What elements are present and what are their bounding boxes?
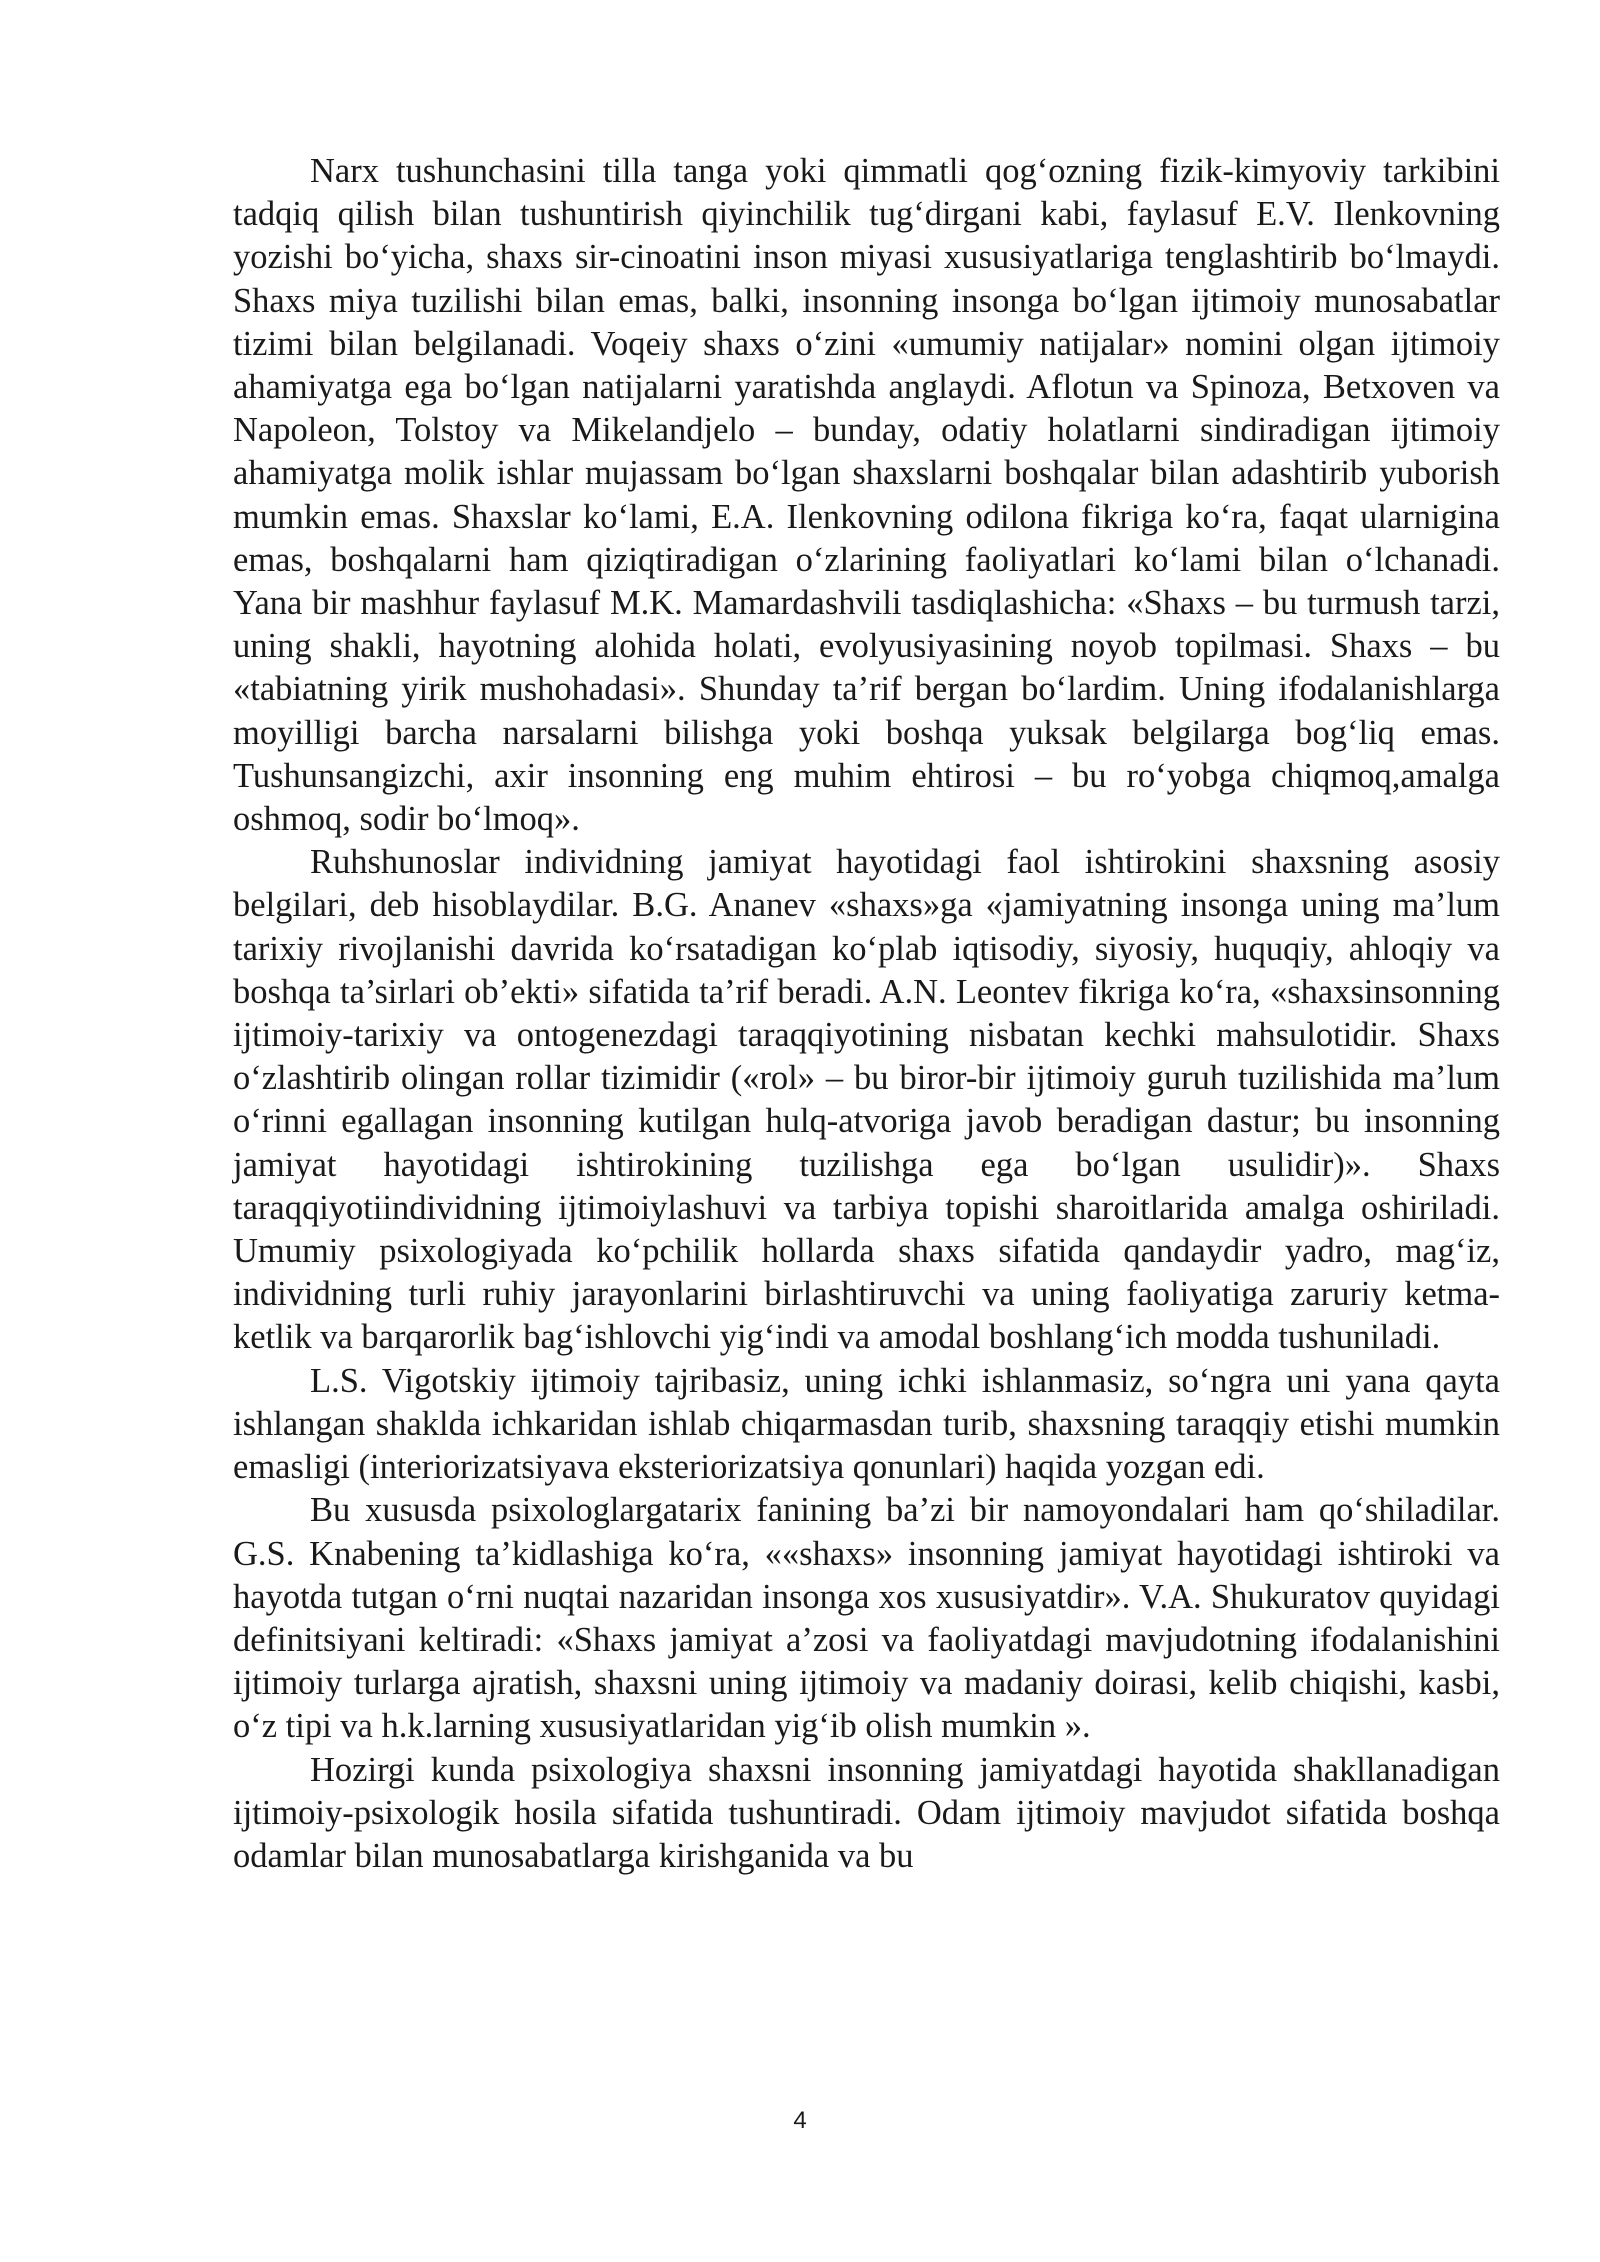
page-number: 4 xyxy=(793,2107,807,2134)
paragraph: Narx tushunchasini tilla tanga yoki qimmatli qog‘ozning fizik-kimyoviy tarkibini tadqiq qilish bilan tushuntirish qiyinchilik tug‘dirgani kabi, faylasuf E.V. Ilenkovning yozishi bo‘yicha, shaxs sir-cinoatini inson miyasi xususiyatlariga tenglashtirib bo‘lmaydi. Shaxs miya tuzilishi bilan emas, balki, insonning insonga bo‘lgan ijtimoiy munosabatlar tizimi bilan belgilanadi. Voqeiy shaxs o‘zini «umumiy natijalar» nomini olgan ijtimoiy ahamiyatga ega bo‘lgan natijalarni yaratishda anglaydi. Aflotun va Spinoza, Betxoven va Napoleon, Tolstoy va Mikelandjelo – bunday, odatiy holatlarni sindiradigan ijtimoiy ahamiyatga molik ishlar mujassam bo‘lgan shaxslarni boshqalar bilan adashtirib yuborish mumkin emas. Shaxslar ko‘lami, E.A. Ilenkovning odilona fikriga ko‘ra, faqat ularnigina emas, boshqalarni ham qiziqtiradigan o‘zlarining faoliyatlari ko‘lami bilan o‘lchanadi. Yana bir mashhur faylasuf M.K. Mamardashvili tasdiqlashicha: «Shaxs – bu turmush tarzi, uning shakli, hayotning alohida holati, evolyusiyasining noyob topilmasi. Shaxs – bu «tabiatning yirik mushohadasi». Shunday ta’rif bergan bo‘lardim. Uning ifodalanishlarga moyilligi barcha narsalarni bilishga yoki boshqa yuksak belgilarga bog‘liq emas. Tushunsangizchi, axir insonning eng muhim ehtirosi – bu ro‘yobga chiqmoq,amalga oshmoq, sodir bo‘lmoq». xyxy=(233,152,1500,839)
paragraph: Ruhshunoslar individning jamiyat hayotidagi faol ishtirokini shaxsning asosiy belgilari, deb hisoblaydilar. B.G. Ananev «shaxs»ga «jamiyatning insonga uning ma’lum tarixiy rivojlanishi davrida ko‘rsatadigan ko‘plab iqtisodiy, siyosiy, huquqiy, ahloqiy va boshqa ta’sirlari ob’ekti» sifatida ta’rif beradi. A.N. Leontev fikriga ko‘ra, «shaxsinsonning ijtimoiy-tarixiy va ontogenezdagi taraqqiyotining nisbatan kechki mahsulotidir. Shaxs o‘zlashtirib olingan rollar tizimidir («rol» – bu biror-bir ijtimoiy guruh tuzilishida ma’lum o‘rinni egallagan insonning kutilgan hulq-atvoriga javob beradigan dastur; bu insonning jamiyat hayotidagi ishtirokining tuzilishga ega bo‘lgan usulidir)». Shaxs taraqqiyotiindividning ijtimoiylashuvi va tarbiya topishi sharoitlarida amalga oshiriladi. Umumiy psixologiyada ko‘pchilik hollarda shaxs sifatida qandaydir yadro, mag‘iz, individning turli ruhiy jarayonlarini birlashtiruvchi va uning faoliyatiga zaruriy ketma-ketlik va barqarorlik bag‘ishlovchi yig‘indi va amodal boshlang‘ich modda tushuniladi. xyxy=(233,843,1500,1357)
paragraph: Bu xususda psixologlargatarix fanining ba’zi bir namoyondalari ham qo‘shiladilar. G.S. Knabening ta’kidlashiga ko‘ra, ««shaxs» insonning jamiyat hayotidagi ishtiroki va hayotda tutgan o‘rni nuqtai nazaridan insonga xos xususiyatdir». V.A. Shukuratov quyidagi definitsiyani keltiradi: «Shaxs jamiyat a’zosi va faoliyatdagi mavjudotning ifodalanishini ijtimoiy turlarga ajratish, shaxsni uning ijtimoiy va madaniy doirasi, kelib chiqishi, kasbi, o‘z tipi va h.k.larning xususiyatlaridan yig‘ib olish mumkin ». xyxy=(233,1491,1500,1746)
paragraph: L.S. Vigotskiy ijtimoiy tajribasiz, uning ichki ishlanmasiz, so‘ngra uni yana qayta ishlangan shaklda ichkaridan ishlab chiqarmasdan turib, shaxsning taraqqiy etishi mumkin emasligi (interiorizatsiyava eksteriorizatsiya qonunlari) haqida yozgan edi. xyxy=(233,1361,1500,1487)
document-body xyxy=(233,150,1500,1878)
paragraph: Hozirgi kunda psixologiya shaxsni insonning jamiyatdagi hayotida shakllanadigan ijtimoiy-psixologik hosila sifatida tushuntiradi. Odam ijtimoiy mavjudot sifatida boshqa odamlar bilan munosabatlarga kirishganida va bu xyxy=(233,1750,1500,1875)
